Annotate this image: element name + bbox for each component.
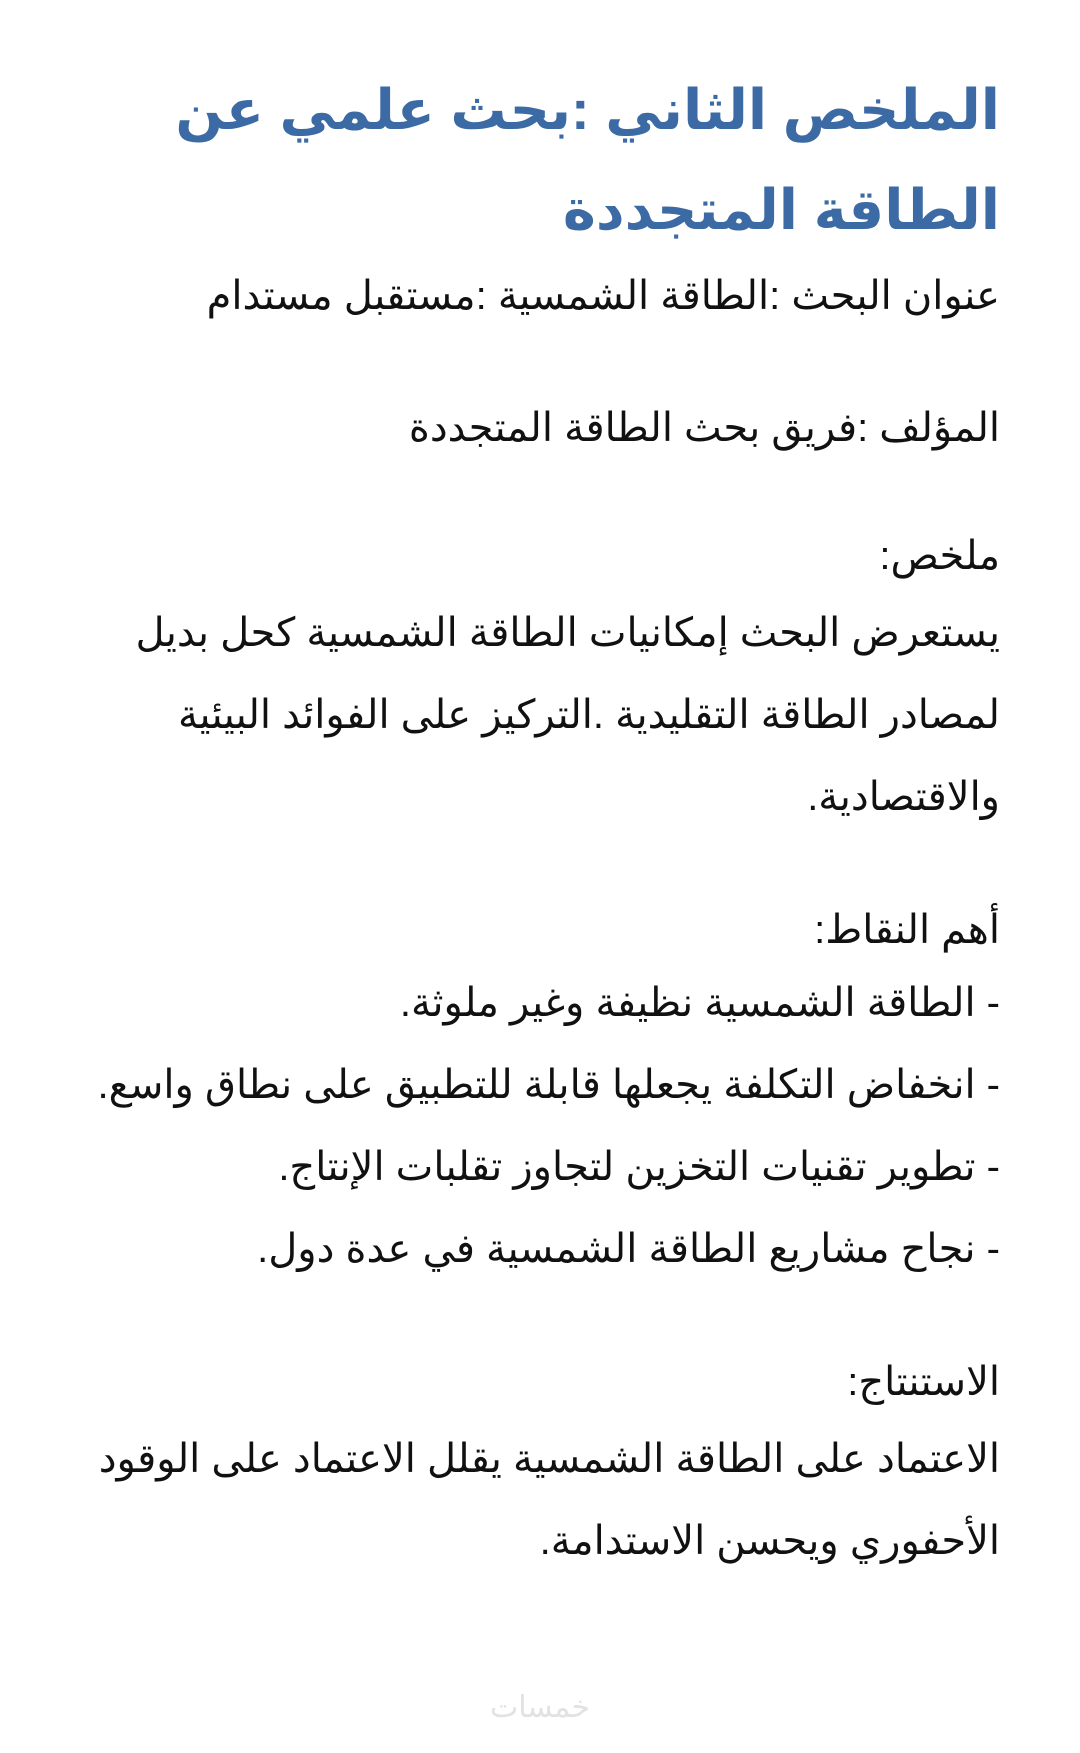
conclusion-label: الاستنتاج:: [847, 1360, 1000, 1404]
list-item: - تطوير تقنيات التخزين لتجاوز تقلبات الإنتاج.: [278, 1145, 1000, 1189]
list-item: - انخفاض التكلفة يجعلها قابلة للتطبيق على نطاق واسع.: [97, 1063, 1000, 1107]
document-heading: الملخص الثاني :بحث علمي عن الطاقة المتجددة: [175, 78, 1000, 241]
key-points-list: [80, 962, 1000, 1290]
document-page: [80, 60, 1000, 1582]
list-item: - الطاقة الشمسية نظيفة وغير ملوثة.: [399, 981, 1000, 1025]
key-points-label: أهم النقاط:: [814, 908, 1000, 952]
list-item: - نجاح مشاريع الطاقة الشمسية في عدة دول.: [257, 1227, 1000, 1271]
conclusion-text: الاعتماد على الطاقة الشمسية يقلل الاعتماد على الوقود الأحفوري ويحسن الاستدامة.: [98, 1437, 1000, 1563]
summary-label: ملخص:: [879, 534, 1000, 578]
watermark-logo: خمسات: [489, 1690, 591, 1725]
summary-text: يستعرض البحث إمكانيات الطاقة الشمسية كحل بديل لمصادر الطاقة التقليدية .التركيز على الفوائد البيئية والاقتصادية.: [135, 611, 1000, 819]
research-title: عنوان البحث :الطاقة الشمسية :مستقبل مستدام: [206, 274, 1000, 318]
research-author: المؤلف :فريق بحث الطاقة المتجددة: [408, 406, 1000, 450]
